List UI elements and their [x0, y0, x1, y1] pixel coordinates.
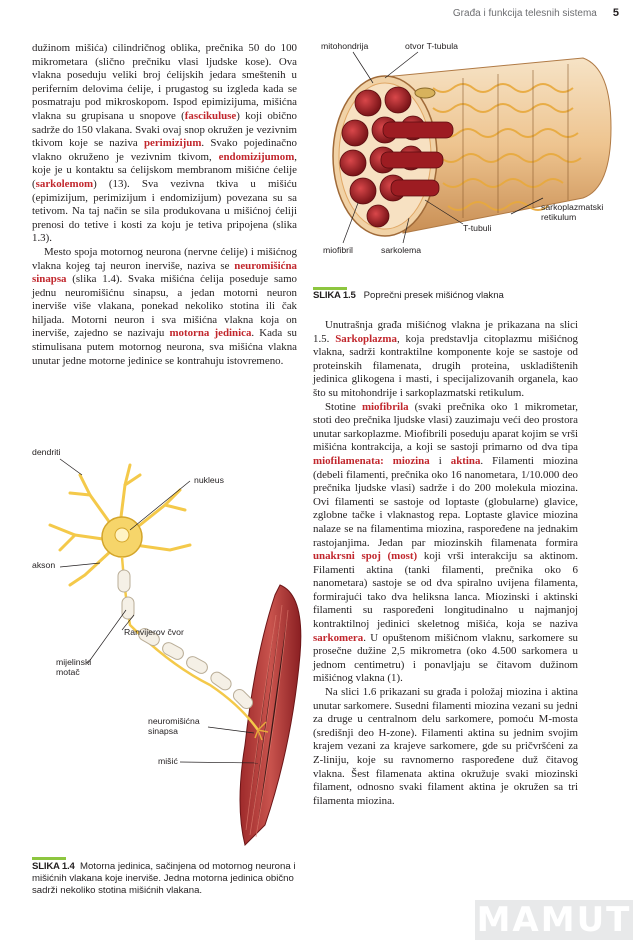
label-mijelinski: [56, 657, 91, 677]
label-sr-1: sarkoplazmatski: [541, 202, 604, 212]
text-run: , koja predstavlja citoplazmu mišićnog vlakna, sadrži kontraktilne komponente koje se sastoje od proteinskih filamenata, drugih proteina, uskladištenih jedinica glikogena i masti, i specijalizovanih organela, kao što su mitohondrije i sarkoplazmatski retikulum.: [313, 332, 578, 399]
paragraph: [313, 319, 578, 401]
text-run: (svaki prečnika oko 1 mikrometar, stoti deo prečnika ljudske vlasi) zauzimaju veći deo prostora unutar sarkoplazme. Miofibrili poseduju aparat kojim se vrši mišićna kontrakcija, a koji se sastoji primarno od dva tipa: [313, 400, 578, 454]
text-run: Stotine: [325, 400, 362, 413]
caption-tag: SLIKA 1.5: [313, 290, 356, 301]
muscle-fiber-illustration: [313, 38, 613, 268]
label-line: mijelinski: [56, 657, 92, 667]
caption-text: Motorna jedinica, sačinjena od motornog neurona i mišićnih vlakana koje inerviše. Jedna motorna jedinica obično sadrži nekoliko stotina mišićnih vlakana.: [32, 861, 296, 896]
text-run: koji vrši interakciju sa aktinom. Filamenti aktina (tanki filamenti, prečnika oko 6 nanometara) sastoje se od dva spiralno uvijena filamenta, formirajući tako dva heliksna lanca. Miozinski i aktinski filamenti su raspoređeni longitudinalno u najmanjoj kontraktilnoj jedinici skeletnog mišića, koja se naziva: [313, 550, 578, 631]
text-run: (slika 1.4). Svaka mišićna ćelija poseduje samo jednu neuromišićnu sinapsu, a jedan motorni neuron inerviše više vlakana, ponekad nekoliko stotina ili čak hiljada. Motorni neuron i sva mišićna vlakna koja on inerviše, zajedno se nazivaju: [32, 273, 297, 340]
text-run: , koje je u kontaktu sa ćelijskom membranom mišićne ćelije (: [32, 150, 297, 190]
running-title: Građa i funkcija telesnih sistema: [452, 8, 597, 19]
figure-caption-1-5: [313, 290, 593, 302]
keyword: fascikuluse: [184, 109, 237, 122]
text-run: ) koji obično sadrže do 150 vlakana. Svaki ovaj snop okružen je vezivnim tkivom koje se naziva: [32, 109, 298, 150]
label-ttubuli: T-tubuli: [463, 223, 492, 233]
label-line: sinapsa: [148, 726, 178, 736]
caption-bar: [32, 857, 66, 860]
label-akson: akson: [32, 560, 56, 570]
label-ranvier: Ranvijerov čvor: [124, 627, 184, 637]
label-line: neuromišićna: [148, 716, 200, 726]
paragraph: Na slici 1.6 prikazani su građa i položaj miozina i aktina unutar sarkomere. Susedni filamenti miozina vezani su jedni za druge u centralnom delu sarkomere, pomoću M-mosta (središnji deo H-zone). Filamenti aktina su jednim svojim krajem vezani za krajeve sarkomere, gde su pričvršćeni za Z-liniju, koje su ravnomerno raspoređene duž čitavog vlakna. Šest filamenata aktina okružuje svaki miozinski filament, odnosno svaki filament aktina je okružen sa tri filamenta miozina.: [313, 686, 578, 807]
caption-text: Poprečni presek mišićnog vlakna: [363, 290, 504, 301]
text-run: . Filamenti miozina (debeli filamenti, prečnika oko 16 nanometara, 1/10.000 deo prečnika ljudske vlasi) sadrže i do 200 molekula miozina. Ovi filamenti se sastoje od loptaste (globularne) glavice, zglobne tačke i vlaknastog repa. Loptaste glavice miozina nalaze se na filamentima miozina, raspoređene na jednakim rastojanjima. Jedan par miozinskih filamenata formira: [313, 454, 578, 549]
label-misic: mišić: [158, 756, 178, 766]
text-run: . U opuštenom mišićnom vlaknu, sarkomere su prosečne dužine 2,5 mikrometra (oko 4.500 sarkomera u jednom centimetru) i ponavljaju se čitavom dužinom mišićnog vlakna (1).: [313, 631, 578, 685]
figure-muscle-fiber: [313, 38, 613, 268]
caption-tag: SLIKA 1.4: [32, 861, 75, 872]
label-sarkolema: sarkolema: [381, 245, 422, 255]
text-run: Mesto spoja motornog neurona (nervne ćelije) i mišićnog vlakna kojeg taj neuron inerviše, naziva se: [32, 245, 297, 272]
keyword: aktina: [450, 454, 481, 467]
keyword: sarkomera: [313, 631, 364, 644]
keyword: Sarkoplazma: [335, 332, 397, 345]
paragraph: [32, 42, 297, 246]
label-sr-2: retikulum: [541, 212, 577, 222]
running-header: [453, 7, 619, 19]
figure-motor-unit: [30, 445, 305, 850]
paragraph: [32, 246, 297, 368]
label-line: motač: [56, 667, 80, 677]
right-column-text: [313, 319, 578, 808]
page-number: 5: [612, 7, 619, 19]
figure-caption-1-4: [32, 861, 297, 897]
motor-unit-illustration: [30, 445, 305, 850]
text-run: . Svako pojedinačno vlakno okruženo je vezivnim tkivom,: [32, 137, 297, 163]
text-run: i: [429, 454, 451, 467]
label-ttubula: otvor T-tubula: [405, 41, 458, 51]
keyword: unakrsni spoj (most): [313, 550, 418, 563]
keyword: sarkolemom: [35, 177, 94, 190]
text-run: Unutrašnja građa mišićnog vlakna je prikazana na slici 1.5.: [313, 319, 578, 345]
keyword: motorna jedinica: [169, 327, 252, 340]
label-dendriti: dendriti: [32, 447, 61, 457]
text-run: . Kada su stimulisana putem motornog neurona, sva mišićna vlakna unutar jedne motorne jedinice se kontrahuju istovremeno.: [32, 327, 297, 367]
keyword: neuromišićna sinapsa: [32, 259, 297, 286]
label-miofibril: miofibril: [323, 245, 353, 255]
keyword: perimizijum: [143, 137, 202, 150]
label-nukleus: nukleus: [194, 475, 224, 485]
label-sinapsa: [148, 716, 200, 736]
paragraph: [313, 401, 578, 686]
keyword: miofibrila: [361, 400, 409, 413]
text-run: ) (13). Sva vezivna tkiva u mišiću (epimizijum, perimizijum i endomizijum) povezana su sa tetivom. Na taj način se sila produkovana u mišićnoj ćeliji prenosi do tetive i kosti za koju je tetiva pripojena (slika 1.3).: [32, 177, 297, 245]
keyword: endomizijumom: [218, 150, 295, 163]
watermark-logo: MAMUT: [476, 900, 632, 940]
left-column-text: [32, 42, 297, 368]
label-mitohondrija: mitohondrija: [321, 41, 369, 51]
text-run: dužinom mišića) cilindričnog oblika, prečnika 50 do 100 mikrometara (slično prečniku vlasi ljudske kose). Ova vlakna poseduju veliki broj ćelijskih jedara smeštenih u periferním delovima ćelije, i prugastog su izgleda kada se posmatraju pod mikroskopom. Ispod epimizijuma, mišićna vlakna su grupisana u snopove (: [32, 42, 297, 122]
keyword: miofilamenata: miozina: [313, 454, 430, 467]
